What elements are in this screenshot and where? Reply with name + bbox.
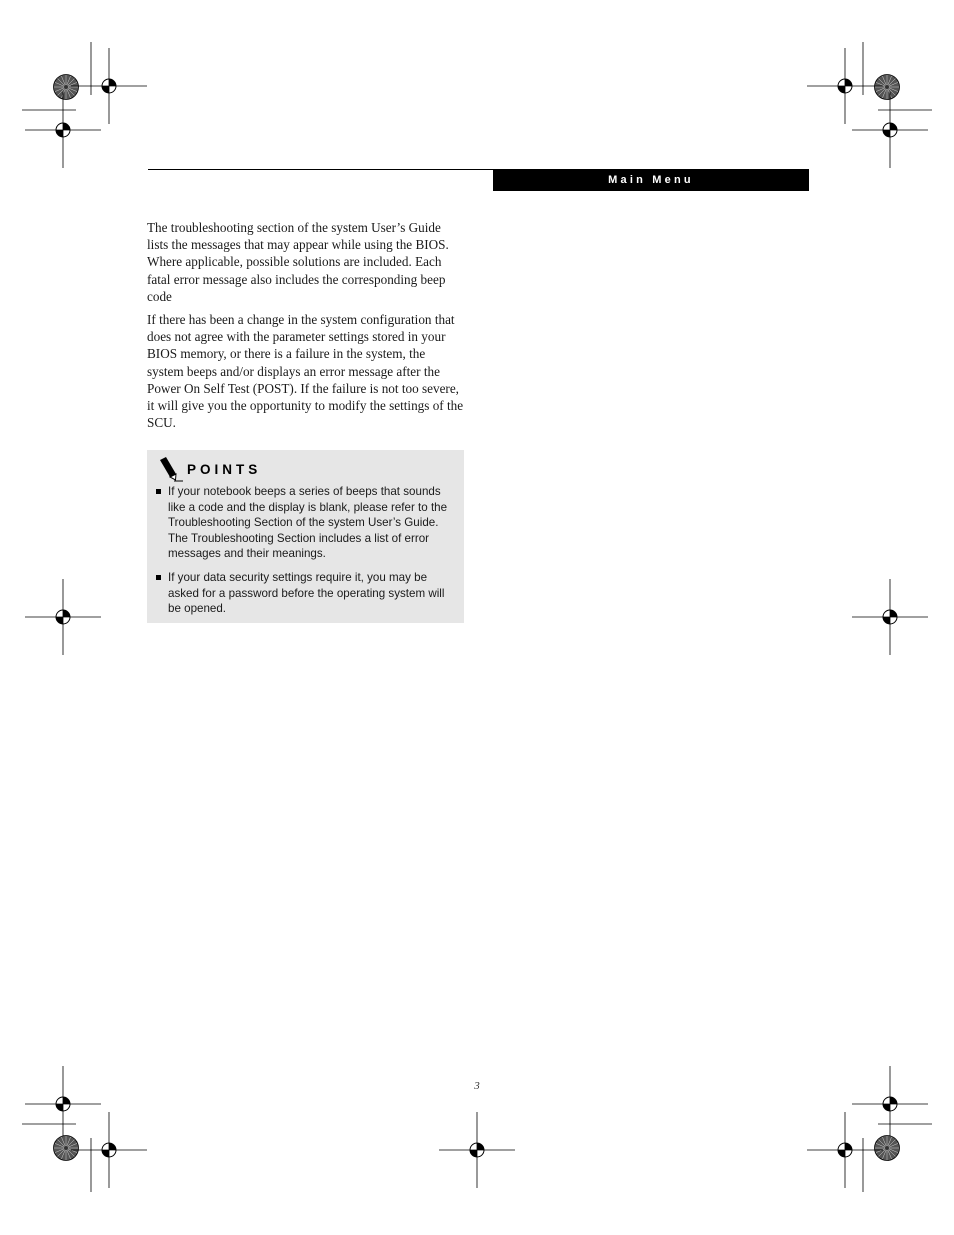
points-header: [157, 456, 261, 482]
paragraph: If there has been a change in the system configuration that does not agree with the parameter settings stored in your BIOS memory, or there is a failure in the system, the system beeps and/or displays an error message after the Power On Self Test (POST). If the failure is not too severe, it will give you the opportunity to modify the settings of the SCU.: [147, 312, 464, 431]
list-item: [156, 570, 456, 617]
pencil-icon: [157, 456, 183, 482]
header-rule: [148, 169, 493, 170]
list-item: [156, 484, 456, 562]
body-text: [147, 219, 465, 437]
paragraph: The troubleshooting section of the system User’s Guide lists the messages that may appear while using the BIOS. Where applicable, possible solutions are included. Each fatal error message also includes the corresponding beep code: [147, 220, 449, 304]
points-list: [156, 484, 456, 625]
list-item-text: If your notebook beeps a series of beeps that sounds like a code and the display is blank, please refer to the Troubleshooting Section of the system User’s Guide. The Troubleshooting Section includes a list of error messages and their meanings.: [168, 485, 448, 561]
points-callout: [147, 450, 464, 623]
bullet-icon: [156, 489, 161, 494]
points-title: POINTS: [187, 461, 262, 477]
bullet-icon: [156, 575, 161, 580]
section-title: Main Menu: [493, 169, 809, 191]
list-item-text: If your data security settings require it, you may be asked for a password before the operating system will be opened.: [168, 570, 445, 616]
page-number: 3: [474, 1080, 480, 1092]
